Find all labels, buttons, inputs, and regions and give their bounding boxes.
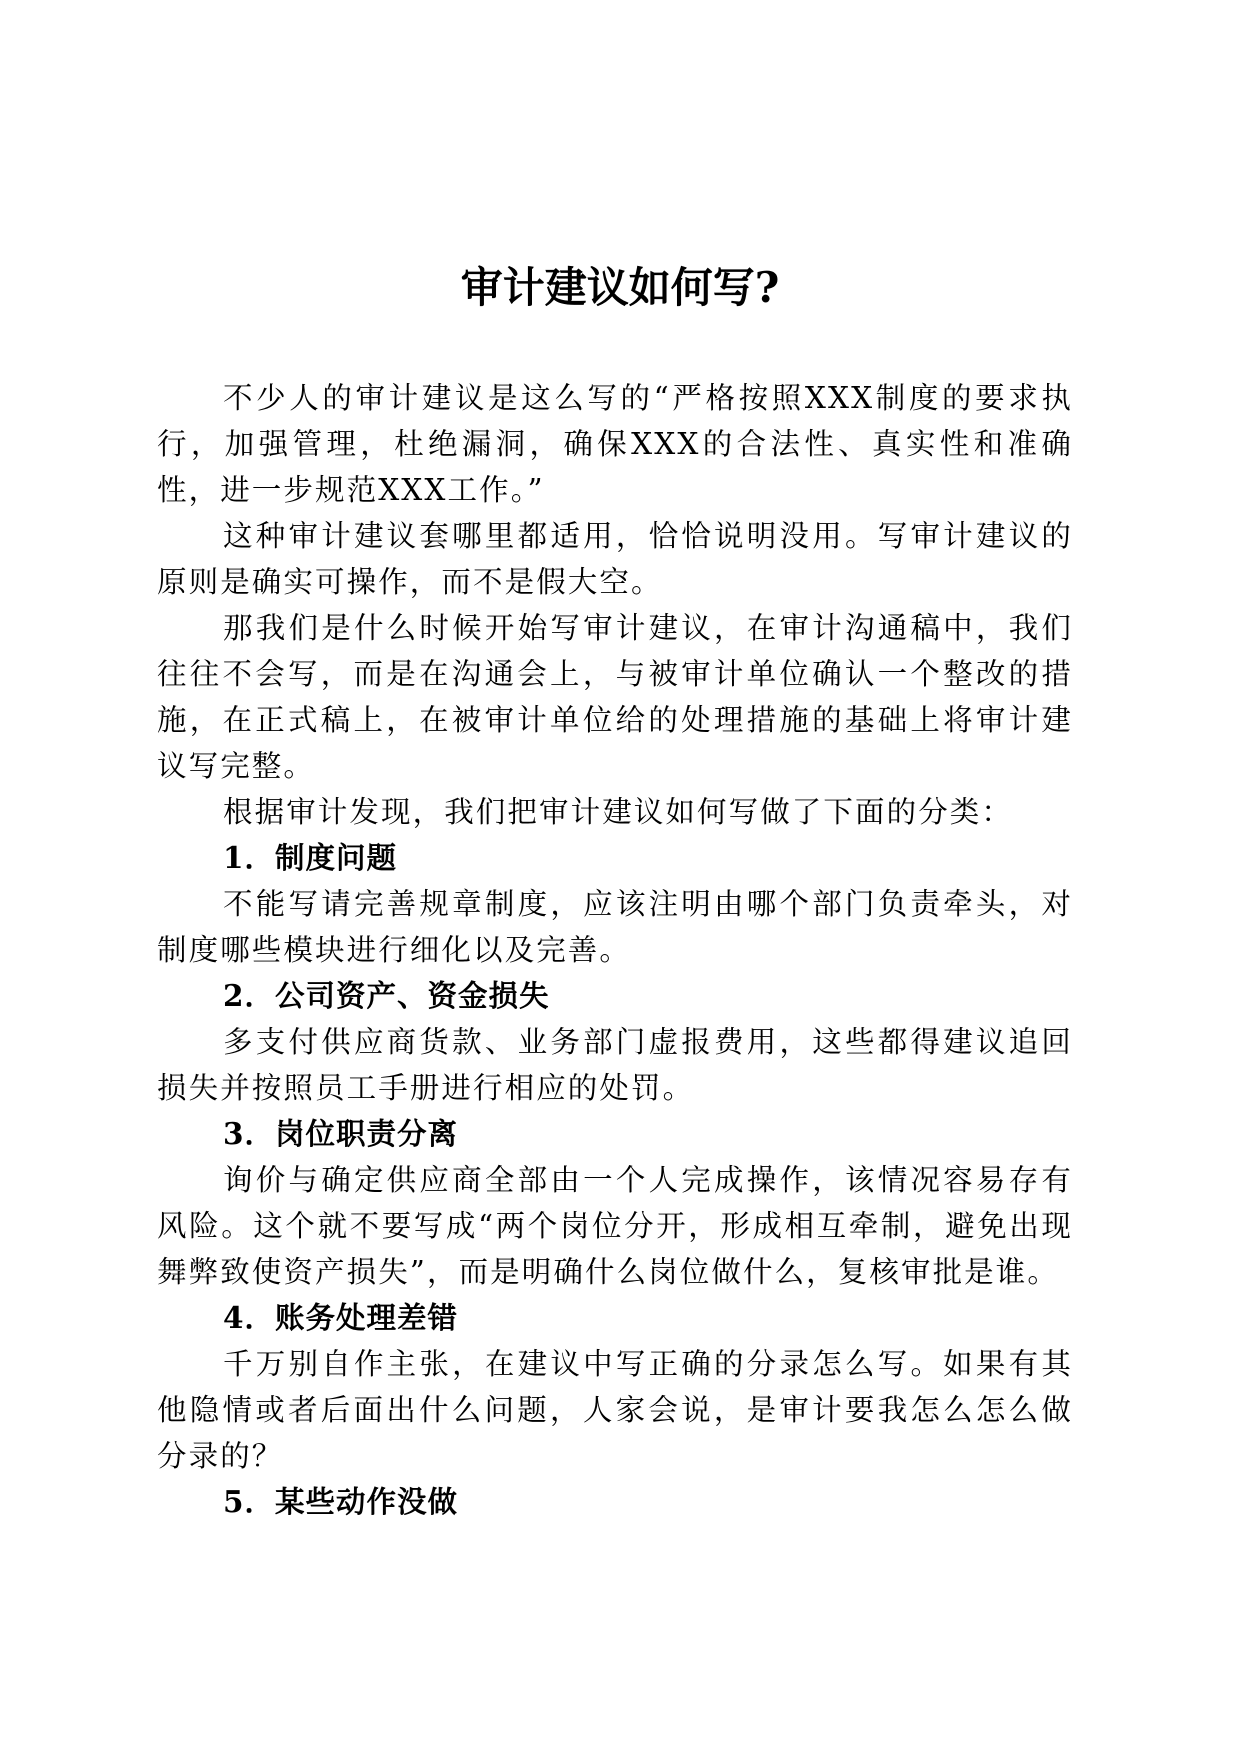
intro-paragraph-3: 那我们是什么时候开始写审计建议，在审计沟通稿中，我们往往不会写，而是在沟通会上，与被审计单位确认一个整改的措施，在正式稿上，在被审计单位给的处理措施的基础上将审计建议写完整。 xyxy=(157,611,1073,783)
section-heading-3: 3．岗位职责分离 xyxy=(223,1116,459,1151)
section-heading-1: 1．制度问题 xyxy=(223,840,398,875)
intro-paragraph-4: 根据审计发现，我们把审计建议如何写做了下面的分类： xyxy=(223,795,1014,829)
section-text-4: 千万别自作主张，在建议中写正确的分录怎么写。如果有其他隐情或者后面出什么问题，人家会说，是审计要我怎么怎么做分录的？ xyxy=(157,1347,1073,1473)
section-text-3: 询价与确定供应商全部由一个人完成操作，该情况容易存有风险。这个就不要写成“两个岗位分开，形成相互牵制，避免出现舞弊致使资产损失”，而是明确什么岗位做什么，复核审批是谁。 xyxy=(157,1163,1073,1289)
section-heading-2: 2．公司资产、资金损失 xyxy=(223,978,550,1013)
section-heading-5: 5．某些动作没做 xyxy=(223,1484,459,1519)
section-text-2: 多支付供应商货款、业务部门虚报费用，这些都得建议追回损失并按照员工手册进行相应的处罚。 xyxy=(157,1025,1073,1105)
section-text-1: 不能写请完善规章制度，应该注明由哪个部门负责牵头，对制度哪些模块进行细化以及完善。 xyxy=(157,887,1073,967)
section-heading-4: 4．账务处理差错 xyxy=(223,1300,459,1335)
intro-paragraph-1: 不少人的审计建议是这么写的“严格按照XXX制度的要求执行，加强管理，杜绝漏洞，确保XXX的合法性、真实性和准确性，进一步规范XXX工作。” xyxy=(157,381,1073,507)
document-title: 审计建议如何写? xyxy=(460,263,780,312)
document-body xyxy=(157,375,1073,1525)
intro-paragraph-2: 这种审计建议套哪里都适用，恰恰说明没用。写审计建议的原则是确实可操作，而不是假大空。 xyxy=(157,519,1073,599)
